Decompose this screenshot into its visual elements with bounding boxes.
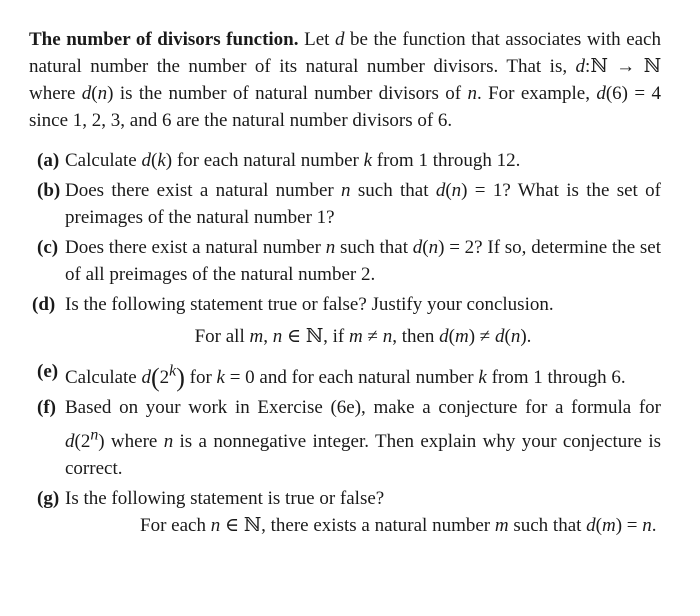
problem-f — [29, 394, 661, 481]
problem-g — [29, 485, 661, 539]
problem-g-statement: For each n ∈ ℕ, there exists a natural number m such that d(m) = n. — [140, 514, 657, 536]
problem-b-text: Does there exist a natural number n such that d(n) = 1? What is the set of preimages of the natural number 1? — [65, 180, 661, 228]
problem-d-label: (d) — [32, 294, 56, 315]
intro-body: Let d be the function that associates with each natural number the number of its natural number divisors. That is, d:ℕ → ℕ where d(n) is the number of natural number divisors of n. For example, d(6) = 4 since 1, 2, 3, and 6 are the natural number divisors of 6. — [29, 29, 661, 131]
problem-list — [29, 147, 661, 539]
problem-d-statement: For all m, n ∈ ℕ, if m ≠ n, then d(m) ≠ d(n). — [194, 326, 532, 347]
problem-a-label: (a) — [37, 150, 60, 171]
problem-a — [29, 147, 661, 174]
intro-title: The number of divisors function. — [29, 29, 299, 50]
problem-g-text: Is the following statement is true or false? — [65, 487, 385, 509]
exercise-page — [29, 26, 661, 542]
intro-paragraph — [29, 26, 661, 134]
problem-b — [29, 177, 661, 231]
problem-d-text: Is the following statement true or false? Justify your conclusion. — [65, 294, 554, 315]
problem-g-label: (g) — [37, 487, 60, 509]
problem-c — [29, 234, 661, 288]
problem-a-text: Calculate d(k) for each natural number k from 1 through 12. — [65, 150, 521, 171]
problem-e — [29, 358, 661, 391]
problem-c-label: (c) — [37, 237, 59, 258]
problem-b-label: (b) — [37, 180, 61, 201]
problem-f-text: Based on your work in Exercise (6e), make a conjecture for a formula for d(2$^n$) where n is a nonnegative integer. Then explain why your conjecture is correct. — [65, 397, 661, 479]
problem-c-text: Does there exist a natural number n such that d(n) = 2? If so, determine the set of all preimages of the natural number 2. — [65, 237, 661, 285]
problem-d — [29, 291, 661, 350]
problem-f-label: (f) — [37, 397, 56, 419]
problem-e-label: (e) — [37, 361, 59, 382]
problem-e-text: Calculate d(2$^k$) for k = 0 and for each natural number k from 1 through 6. — [65, 363, 626, 393]
